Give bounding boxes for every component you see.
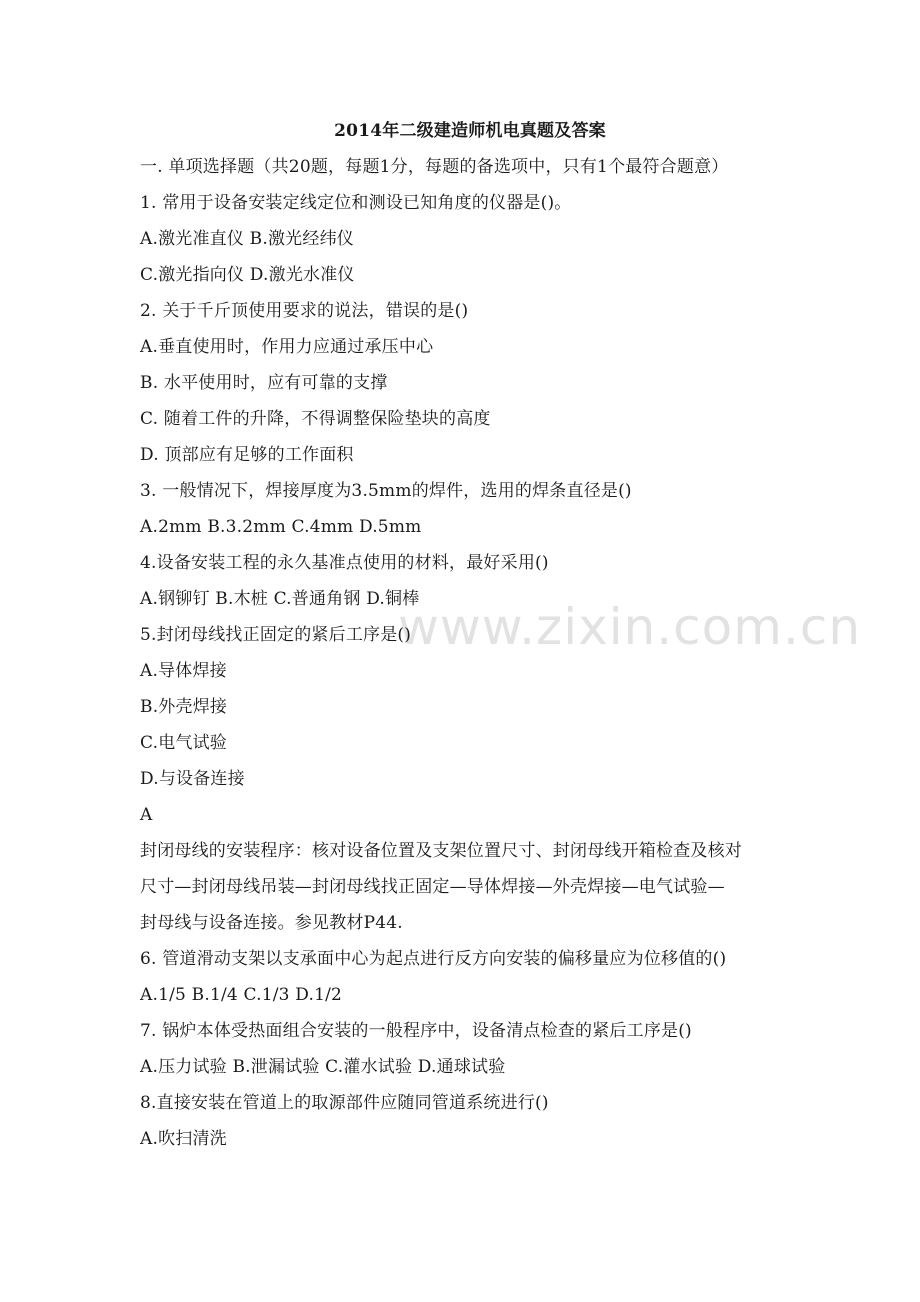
question-5-option-d: D.与设备连接 [140,769,245,789]
question-8-option-a: A.吹扫清洗 [140,1129,227,1149]
question-5-explanation-line-2: 尺寸—封闭母线吊装—封闭母线找正固定—导体焊接—外壳焊接—电气试验— [140,877,725,897]
question-5: 5.封闭母线找正固定的紧后工序是() [140,625,412,645]
question-1: 1. 常用于设备安装定线定位和测设已知角度的仪器是()。 [140,193,572,213]
question-2-option-c: C. 随着工件的升降，不得调整保险垫块的高度 [140,409,491,429]
question-1-options-cd: C.激光指向仪 D.激光水准仪 [140,265,355,285]
question-5-explanation-line-3: 封母线与设备连接。参见教材P44. [140,913,403,933]
question-5-option-b: B.外壳焊接 [140,697,228,717]
document-body [140,113,800,1157]
document-title: 2014年二级建造师机电真题及答案 [334,121,606,141]
question-5-option-a: A.导体焊接 [140,661,227,681]
question-4-options: A.钢铆钉 B.木桩 C.普通角钢 D.铜棒 [140,589,420,609]
question-2-option-d: D. 顶部应有足够的工作面积 [140,445,354,465]
question-7: 7. 锅炉本体受热面组合安装的一般程序中，设备清点检查的紧后工序是() [140,1021,692,1041]
question-2-option-a: A.垂直使用时，作用力应通过承压中心 [140,337,434,357]
question-2: 2. 关于千斤顶使用要求的说法，错误的是() [140,301,469,321]
question-5-option-c: C.电气试验 [140,733,228,753]
question-3-options: A.2mm B.3.2mm C.4mm D.5mm [140,517,422,537]
question-5-explanation-line-1: 封闭母线的安装程序：核对设备位置及支架位置尺寸、封闭母线开箱检查及核对 [140,841,742,861]
question-6-options: A.1/5 B.1/4 C.1/3 D.1/2 [140,985,343,1005]
question-1-options-ab: A.激光准直仪 B.激光经纬仪 [140,229,354,249]
question-8: 8.直接安装在管道上的取源部件应随同管道系统进行() [140,1093,549,1113]
section-heading: 一. 单项选择题（共20题，每题1分，每题的备选项中，只有1个最符合题意） [140,157,729,177]
question-6: 6. 管道滑动支架以支承面中心为起点进行反方向安装的偏移量应为位移值的() [140,949,727,969]
watermark: www.zixin.com.cn [398,598,862,656]
question-3: 3. 一般情况下，焊接厚度为3.5mm的焊件，选用的焊条直径是() [140,481,632,501]
question-2-option-b: B. 水平使用时，应有可靠的支撑 [140,373,388,393]
question-7-options: A.压力试验 B.泄漏试验 C.灌水试验 D.通球试验 [140,1057,506,1077]
question-5-answer: A [140,805,153,825]
question-4: 4.设备安装工程的永久基准点使用的材料，最好采用() [140,553,549,573]
